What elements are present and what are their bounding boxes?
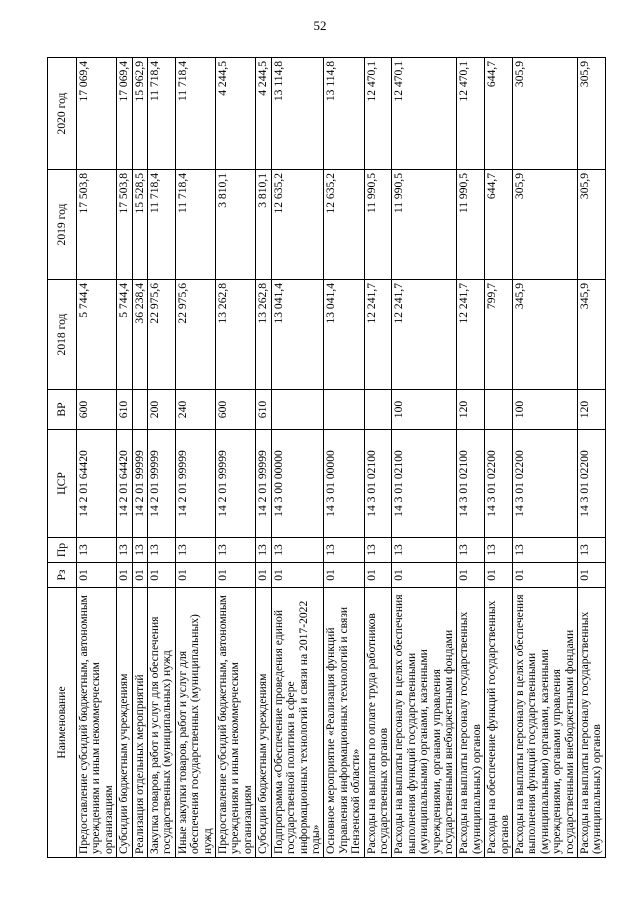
cell-2018: 345,9 (513, 280, 578, 390)
cell-csr: 14 3 00 00000 (271, 430, 324, 538)
cell-vr: 610 (256, 390, 271, 430)
cell-vr: 100 (392, 390, 457, 430)
cell-2018: 36 238,4 (132, 280, 147, 390)
cell-pr: 13 (148, 538, 176, 563)
cell-vr: 100 (513, 390, 578, 430)
cell-2019: 17 503,8 (117, 170, 132, 280)
cell-vr: 240 (175, 390, 215, 430)
cell-pr: 13 (216, 538, 256, 563)
cell-pr: 13 (132, 538, 147, 563)
cell-2018: 12 241,7 (457, 280, 485, 390)
cell-name: Расходы на выплаты персоналу государственных (муниципальных) органов (457, 588, 485, 858)
cell-2019: 11 990,5 (457, 170, 485, 280)
cell-2020: 644,7 (485, 58, 513, 170)
cell-csr: 14 2 01 99999 (175, 430, 215, 538)
cell-2020: 15 962,9 (132, 58, 147, 170)
cell-name: Расходы на обеспечение функций государственных органов (485, 588, 513, 858)
table-row (132, 58, 147, 858)
cell-2019: 12 635,2 (324, 170, 364, 280)
cell-2020: 11 718,4 (175, 58, 215, 170)
cell-name: Субсидии бюджетным учреждениям (256, 588, 271, 858)
col-header-csr: ЦСР (48, 430, 77, 538)
cell-pr: 13 (175, 538, 215, 563)
col-header-2018: 2018 год (48, 280, 77, 390)
cell-2018: 13 262,8 (216, 280, 256, 390)
cell-2020: 305,9 (513, 58, 578, 170)
cell-csr: 14 3 01 02100 (392, 430, 457, 538)
cell-csr: 14 3 01 00000 (324, 430, 364, 538)
cell-pr: 13 (256, 538, 271, 563)
cell-2020: 13 114,8 (271, 58, 324, 170)
cell-pr: 13 (117, 538, 132, 563)
cell-rz: 01 (175, 563, 215, 588)
table-row (324, 58, 364, 858)
cell-csr: 14 2 01 64420 (77, 430, 117, 538)
cell-2019: 11 990,5 (392, 170, 457, 280)
cell-2020: 17 069,4 (77, 58, 117, 170)
cell-2020: 17 069,4 (117, 58, 132, 170)
cell-csr: 14 2 01 99999 (148, 430, 176, 538)
cell-rz: 01 (392, 563, 457, 588)
table-row (256, 58, 271, 858)
cell-2020: 13 114,8 (324, 58, 364, 170)
cell-pr: 13 (485, 538, 513, 563)
cell-vr (271, 390, 324, 430)
table-row (271, 58, 324, 858)
cell-rz: 01 (77, 563, 117, 588)
cell-2018: 5 744,4 (117, 280, 132, 390)
col-header-2020: 2020 год (48, 58, 77, 170)
cell-2020: 4 244,5 (256, 58, 271, 170)
cell-pr: 13 (578, 538, 606, 563)
cell-2018: 22 975,6 (148, 280, 176, 390)
cell-2019: 11 718,4 (148, 170, 176, 280)
table-row (216, 58, 256, 858)
cell-2020: 12 470,1 (392, 58, 457, 170)
cell-pr: 13 (457, 538, 485, 563)
cell-csr: 14 3 01 02100 (364, 430, 392, 538)
cell-2018: 13 041,4 (271, 280, 324, 390)
cell-csr: 14 3 01 02100 (457, 430, 485, 538)
cell-rz: 01 (578, 563, 606, 588)
table-row (117, 58, 132, 858)
cell-csr: 14 2 01 99999 (132, 430, 147, 538)
cell-rz: 01 (513, 563, 578, 588)
cell-name: Расходы на выплаты по оплате труда работников государственных органов (364, 588, 392, 858)
table-row (513, 58, 578, 858)
table-row (175, 58, 215, 858)
table-row (148, 58, 176, 858)
cell-2020: 12 470,1 (364, 58, 392, 170)
cell-vr: 600 (77, 390, 117, 430)
cell-2020: 11 718,4 (148, 58, 176, 170)
cell-vr: 200 (148, 390, 176, 430)
cell-rz: 01 (256, 563, 271, 588)
cell-2019: 305,9 (578, 170, 606, 280)
cell-2018: 13 041,4 (324, 280, 364, 390)
cell-2018: 345,9 (578, 280, 606, 390)
cell-rz: 01 (117, 563, 132, 588)
budget-table (47, 57, 606, 858)
cell-name: Основное мероприятие «Реализация функций Управления информационных технологий и связи Пензенской области» (324, 588, 364, 858)
cell-name: Иные закупки товаров, работ и услуг для обеспечения государственных (муниципальных) нужд (175, 588, 215, 858)
page-number: 52 (313, 18, 327, 33)
cell-pr: 13 (392, 538, 457, 563)
cell-name: Реализация отдельных мероприятий (132, 588, 147, 858)
cell-rz: 01 (132, 563, 147, 588)
cell-2019: 17 503,8 (77, 170, 117, 280)
cell-vr (485, 390, 513, 430)
cell-csr: 14 3 01 02200 (578, 430, 606, 538)
cell-2019: 11 990,5 (364, 170, 392, 280)
cell-vr: 120 (457, 390, 485, 430)
cell-2019: 12 635,2 (271, 170, 324, 280)
col-header-name: Наименование (48, 588, 77, 858)
cell-pr: 13 (364, 538, 392, 563)
table-row (77, 58, 117, 858)
cell-2019: 11 718,4 (175, 170, 215, 280)
header-row (48, 58, 77, 858)
cell-2018: 5 744,4 (77, 280, 117, 390)
cell-csr: 14 3 01 02200 (513, 430, 578, 538)
cell-name: Закупка товаров, работ и услуг для обеспечения государственных (муниципальных) нужд (148, 588, 176, 858)
cell-vr (132, 390, 147, 430)
col-header-pr: Пр (48, 538, 77, 563)
cell-csr: 14 2 01 99999 (216, 430, 256, 538)
cell-pr: 13 (324, 538, 364, 563)
cell-2019: 15 528,5 (132, 170, 147, 280)
cell-name: Расходы на выплаты персоналу в целях обеспечения выполнения функций государственными (муниципальными) органами, казенными учреждениями, органами управления государственными внебюджетными фондами (513, 588, 578, 858)
cell-2020: 12 470,1 (457, 58, 485, 170)
cell-vr: 120 (578, 390, 606, 430)
cell-name: Предоставление субсидий бюджетным, автономным учреждениям и иным некоммерческим организациям (216, 588, 256, 858)
cell-pr: 13 (77, 538, 117, 563)
cell-rz: 01 (485, 563, 513, 588)
cell-name: Подпрограмма «Обеспечение проведения единой государственной политики в сфере информационных технологий и связи на 2017-2022 годы» (271, 588, 324, 858)
cell-2019: 305,9 (513, 170, 578, 280)
cell-2019: 3 810,1 (256, 170, 271, 280)
cell-rz: 01 (457, 563, 485, 588)
cell-name: Расходы на выплаты персоналу в целях обеспечения выполнения функций государственными (муниципальными) органами, казенными учреждениями, органами управления государственными внебюджетными фондами (392, 588, 457, 858)
cell-rz: 01 (148, 563, 176, 588)
cell-vr (324, 390, 364, 430)
table-row (485, 58, 513, 858)
col-header-2019: 2019 год (48, 170, 77, 280)
table-row (457, 58, 485, 858)
cell-2018: 13 262,8 (256, 280, 271, 390)
cell-rz: 01 (216, 563, 256, 588)
cell-rz: 01 (364, 563, 392, 588)
cell-name: Расходы на выплаты персоналу государственных (муниципальных) органов (578, 588, 606, 858)
cell-2019: 3 810,1 (216, 170, 256, 280)
table-row (364, 58, 392, 858)
cell-2018: 12 241,7 (392, 280, 457, 390)
cell-csr: 14 3 01 02200 (485, 430, 513, 538)
cell-2019: 644,7 (485, 170, 513, 280)
cell-vr: 610 (117, 390, 132, 430)
cell-pr: 13 (513, 538, 578, 563)
cell-csr: 14 2 01 99999 (256, 430, 271, 538)
cell-name: Предоставление субсидий бюджетным, автономным учреждениям и иным некоммерческим организациям (77, 588, 117, 858)
rotated-table-container (47, 58, 604, 858)
cell-2020: 305,9 (578, 58, 606, 170)
cell-name: Субсидии бюджетным учреждениям (117, 588, 132, 858)
table-row (392, 58, 457, 858)
cell-2018: 22 975,6 (175, 280, 215, 390)
cell-pr: 13 (271, 538, 324, 563)
cell-rz: 01 (271, 563, 324, 588)
cell-2018: 12 241,7 (364, 280, 392, 390)
table-row (578, 58, 606, 858)
cell-vr: 600 (216, 390, 256, 430)
col-header-vr: ВР (48, 390, 77, 430)
cell-2018: 799,7 (485, 280, 513, 390)
cell-vr (364, 390, 392, 430)
cell-csr: 14 2 01 64420 (117, 430, 132, 538)
cell-2020: 4 244,5 (216, 58, 256, 170)
cell-rz: 01 (324, 563, 364, 588)
col-header-rz: Рз (48, 563, 77, 588)
